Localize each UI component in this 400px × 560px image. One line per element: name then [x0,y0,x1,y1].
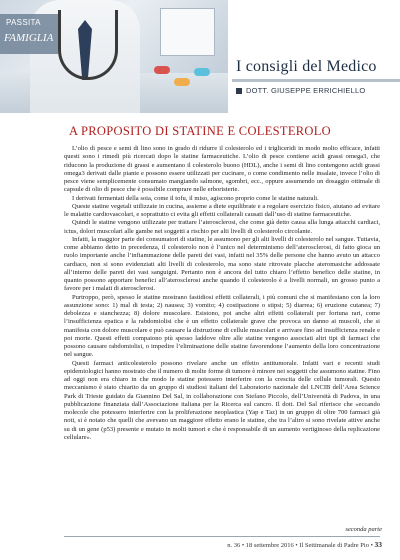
footer-divider [64,536,380,537]
author-bullet [236,88,242,94]
band-label-main: FAMIGLIA [4,32,54,44]
paragraph: Quindi le statine vengono utilizzate per trattare l’aterosclerosi, che come già detto causa alla lunga attacchi cardiaci, ictus, dolori muscolari alle gambe nei soggetti a rischio per alti livelli di colesterolo circolante. [64,219,380,235]
clipboard-icon [160,8,215,56]
page-number: 33 [374,540,382,549]
author-name: DOTT. GIUSEPPE ERRICHIELLO [246,86,366,95]
pills-icon [150,60,220,100]
stethoscope-icon [58,10,118,80]
paragraph: Purtroppo, però, spesso le statine mostrano fastidiosi effetti collaterali, i più comuni che si manifestano con la loro assunzione sono: 1) mal di testa; 2) nausea; 3) vomito; 4) costipazione o stipsi; 5) diarrea; 6) eruzione cutanea; 7) debolezza e stanchezza; 8) dolore muscolare. Esistono, poi anche altri effetti collaterali per fortuna rari, come l’insufficienza epatica e la rabdomiolisi che è un effetto collaterale grave che provoca un danno ai muscoli, che si manifesta con dolore muscolare e può causare la distruzione di cellule muscolari e arrivare fino ad insufficienza renale e poi morte. Questi effetti compaiono più spesso laddove oltre alle statine vengono associati altri tipi di farmaci che possono causare rabdomiolisi, o impedire l’eliminazione delle statine favorendone l’aumento della loro concentrazione nel sangue. [64,293,380,359]
section-title: I consigli del Medico [236,58,377,75]
band-label-top: PASSITA [6,18,41,27]
continued-note: seconda parte [345,526,382,533]
paragraph: I derivati fermentati della soia, come il tofu, il miso, agiscono proprio come le statine naturali. [72,194,319,202]
paragraph: Questi farmaci anticolesterolo possono rivelare anche un effetto antitumorale. Infatti vari e recenti studi epidemiologici hanno mostrato che il numero di molte forme di tumore è minore nei soggetti che assumono statine. Fino ad oggi non era chiaro in che modo le statine potessero interferire con la crescita delle cellule tumorali. Questo meccanismo è stato chiarito da un gruppo di studiosi italiani del Laboratorio nazionale del LNCIB dell’Area Science Park di Trieste guidato da Giannino Del Sal, in collaborazione con Stefano Piccolo, dell’Università di Padova, in una pubblicazione finanziata dall’Associazione italiana per la Ricerca sul cancro. Il dott. Del Sal riferisce che «eccando molecole che potessero interferire con la proliferazione neoplastica (Yap e Taz) in un gruppo di oltre 700 farmaci già noti, si è notato che quelli che avevano un maggiore effetto erano le statine, che tra l’altro si sono rivelate attive anche su di un gene (p53) presente e mutato in molti tumori e che è responsabile di un aumento vertiginoso della replicazione cellulare». [64,359,380,441]
issue-info: n. 36 • 18 settembre 2016 • Il Settimanale di Padre Pio • [227,542,373,549]
paragraph: L’olio di pesce e semi di lino sono in grado di ridurre il colesterolo ed i trigliceridi in modo molto efficace, infatti questi sono i rimedi più ricercati dopo le statine farmaceutiche. L’olio di pesce contiene acidi grassi omega3, che riducono la produzione di grassi e aumentano il colesterolo buono (HDL), anche i semi di lino contengono acidi grassi omega3 derivati dalle piante e possono essere utilizzati per cucinare, o come condimento nelle insalate, invece l’olio di pesce viene semplicemente consumato mangiando salmone, sgombri, ecc., oppure assumendo un dosaggio ottimale di capsule di olio di pesce che è possibile comprare nelle erboristerie. [64,145,380,194]
section-divider [232,79,400,82]
paragraph: Queste statine vegetali utilizzate in cucina, assieme a diete equilibrate e a regolare esercizio fisico, aiutano ad evitare le malattie cardiovascolari, e soprattutto ci evita gli effetti collaterali causati dall’uso di statine farmaceutiche. [64,202,380,218]
article-title: A PROPOSITO DI STATINE E COLESTEROLO [68,124,331,138]
paragraph: Infatti, la maggior parte dei consumatori di statine, le assumono per gli alti livelli di colesterolo nel sangue. Tuttavia, come abbiamo detto in precedenza, il colesterolo non è l’unico nel determinismo dell’aterosclerosi, di fatto gioca un ruolo importante anche l’infiammazione delle pareti dei vasi, infatti nel 35% delle persone che hanno avuto un attacco cardiaco, non si sono evidenziati alti livelli di colesterolo, ma sono state ritrovate placche ateromasiche addossate all’interno delle pareti dei vasi sanguigni. Pertanto non è ancora del tutto chiaro l’effetto benefico delle statine, in quanto possono apportare benefici all’aterosclerosi anche quando il colesterolo è a livelli normali, un grosso punto a favore per i malati di aterosclerosi. [64,235,380,293]
page-footer [227,540,382,549]
article-body [64,145,380,442]
